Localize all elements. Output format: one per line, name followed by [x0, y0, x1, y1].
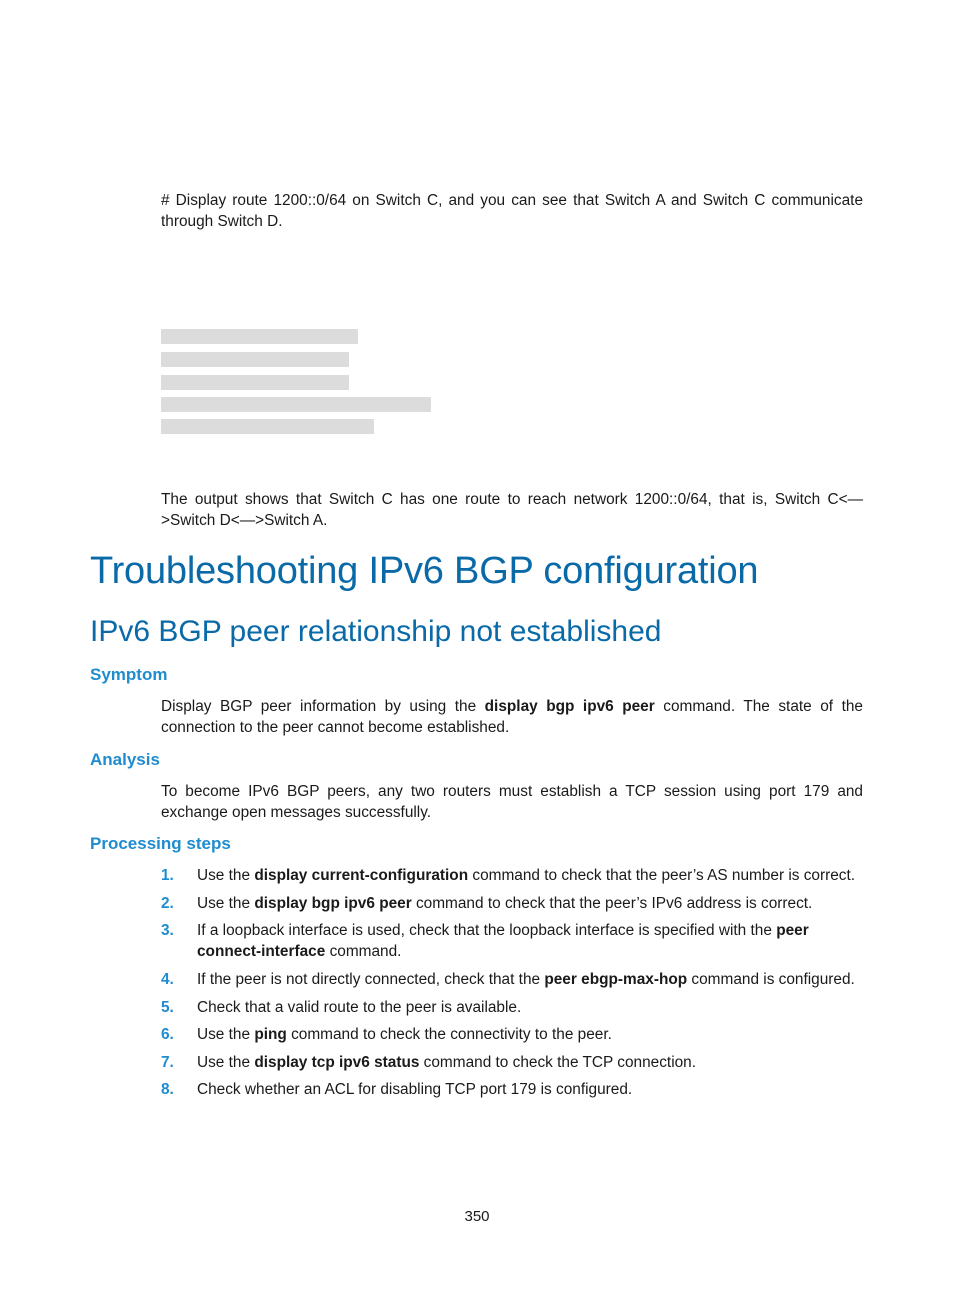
step-text: Use the display current-configuration command to check that the peer’s AS number is correct.: [197, 867, 856, 884]
redacted-output-line: [161, 329, 358, 344]
step-number: 1.: [161, 867, 174, 884]
symptom-heading: Symptom: [90, 665, 168, 684]
step-text: Use the ping command to check the connectivity to the peer.: [197, 1026, 612, 1043]
command-name: display bgp ipv6 peer: [484, 698, 655, 715]
step-number: 5.: [161, 999, 174, 1016]
step-text: Use the display tcp ipv6 status command to check the TCP connection.: [197, 1054, 697, 1071]
processing-heading: Processing steps: [90, 834, 231, 853]
subsection-title: IPv6 BGP peer relationship not established: [90, 615, 662, 648]
redacted-output-line: [161, 352, 349, 367]
step-text: If a loopback interface is used, check that the loopback interface is specified with the peer connect-interface command.: [197, 922, 809, 960]
intro-paragraph: # Display route 1200::0/64 on Switch C, and you can see that Switch A and Switch C communicate through Switch D.: [161, 192, 863, 230]
step-number: 4.: [161, 971, 174, 988]
section-title: Troubleshooting IPv6 BGP configuration: [90, 550, 759, 592]
page-number: 350: [464, 1208, 490, 1225]
step-text: If the peer is not directly connected, check that the peer ebgp-max-hop command is configured.: [197, 971, 855, 988]
redacted-output-line: [161, 375, 349, 390]
output-explanation: The output shows that Switch C has one route to reach network 1200::0/64, that is, Switch C<—>Switch D<—>Switch A.: [161, 491, 863, 529]
redacted-output-line: [161, 397, 431, 412]
step-text: Check whether an ACL for disabling TCP port 179 is configured.: [197, 1081, 633, 1098]
step-number: 7.: [161, 1054, 174, 1071]
step-number: 2.: [161, 895, 174, 912]
step-number: 6.: [161, 1026, 174, 1043]
analysis-text: To become IPv6 BGP peers, any two routers must establish a TCP session using port 179 and exchange open messages successfully.: [161, 783, 863, 821]
redacted-output-line: [161, 419, 374, 434]
step-number: 8.: [161, 1081, 174, 1098]
analysis-heading: Analysis: [90, 750, 160, 769]
symptom-text: Display BGP peer information by using the display bgp ipv6 peer command. The state of the connection to the peer cannot become established.: [161, 698, 863, 736]
step-number: 3.: [161, 922, 174, 939]
step-text: Use the display bgp ipv6 peer command to check that the peer’s IPv6 address is correct.: [197, 895, 813, 912]
step-text: Check that a valid route to the peer is available.: [197, 999, 522, 1016]
